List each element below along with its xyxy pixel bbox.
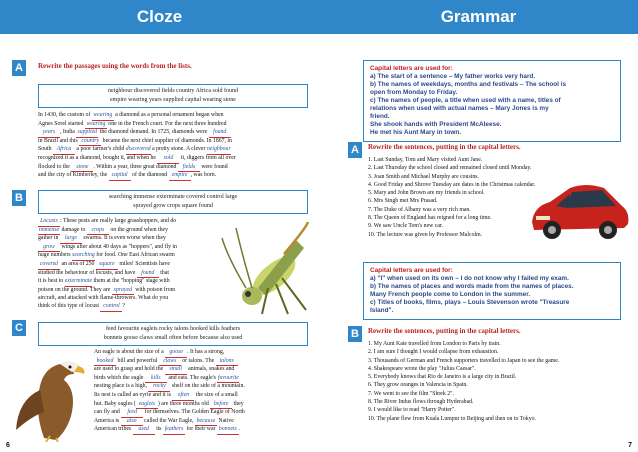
rule-item: Island". [370, 307, 394, 314]
cloze-blank[interactable]: capital [109, 172, 131, 181]
passage-text: . It has a strong, [187, 349, 225, 355]
cloze-blank[interactable]: empire [169, 172, 191, 181]
passage-line [94, 366, 316, 375]
passage-text: hut. Baby eagles ( [94, 400, 136, 407]
passage-line [38, 129, 314, 138]
cloze-blank[interactable]: searching [72, 252, 95, 261]
exercise-sentence: 3. Thousands of German and French supporters travelled to Japan to see the game. [368, 357, 560, 364]
cloze-blank[interactable]: country [79, 138, 101, 147]
capital-letters-box-1 [363, 60, 621, 142]
word-list-c [38, 322, 308, 346]
section-c-tab: C [12, 320, 26, 336]
cloze-blank[interactable]: Locusts [38, 218, 60, 227]
passage-text: , was born. [190, 172, 217, 179]
passage-text: or talons. The [180, 357, 216, 364]
passage-text: American tribes [94, 426, 133, 433]
passage-line [94, 358, 316, 367]
exercise-sentence: 3. Joan Smith and Michael Murphy are cousins. [368, 173, 479, 180]
passage-text: were found [199, 163, 228, 170]
passage-text: the diamond demand. In 1725, diamonds were [98, 129, 209, 136]
rule-item: a) "I" when used on its own – I do not know why I failed my exam. [370, 275, 569, 282]
exercise-sentence: 7. The Duke of Albany was a very rich man. [368, 206, 471, 213]
cloze-header: Cloze [0, 0, 319, 34]
passage-line [94, 392, 316, 401]
grammar-a-instruction: Rewrite the sentences, putting in the capital letters. [368, 143, 521, 151]
passage-text: for their war [185, 426, 217, 433]
passage-text: birds which the eagle [94, 374, 145, 381]
cloze-blank[interactable]: found [209, 129, 231, 138]
word-list-a-line1: neighbour discovered fields country Africa sold found [108, 88, 238, 94]
passage-text: a poor farmer's child [74, 146, 126, 153]
box2-title: Capital letters are used for: [370, 267, 453, 274]
passage-line [38, 303, 248, 312]
passage-text: a pretty stone. A clever [150, 146, 207, 153]
rule-item: He met his Aunt Mary in town. [370, 129, 462, 136]
passage-text: that [158, 269, 170, 276]
passage-line [38, 121, 314, 130]
passage-text: of the diamond [130, 172, 169, 179]
cloze-blank[interactable]: feed [121, 409, 143, 418]
passage-line [38, 218, 248, 227]
passage-text: recognized it as a diamond, bought it, and when he [38, 154, 158, 161]
passage-text: with poison from [133, 286, 176, 293]
passage-text: South [38, 146, 53, 153]
cloze-blank[interactable]: discovered [126, 146, 151, 155]
cloze-blank[interactable]: exterminate [65, 278, 92, 287]
grammar-section-b-tab: B [348, 326, 362, 342]
passage-text: An eagle is about the size of a [94, 349, 166, 355]
passage-text: called the War Eagle, [142, 417, 195, 424]
page-number-right: 7 [628, 442, 632, 449]
passage-line [38, 295, 248, 303]
page-number-left: 6 [6, 442, 10, 449]
passage-text: it is best to [38, 278, 65, 285]
exercise-sentence: 10. The plane flew from Kuala Lumpur to Beijing and then on to Tokyo. [368, 415, 536, 422]
passage-text: In 1430, the custom of [38, 112, 92, 118]
cloze-blank[interactable]: covered [38, 261, 60, 270]
passage-text: shelf on the side of a mountain. [170, 383, 245, 390]
rule-item: relations when used with actual names – Mary Jones is my [370, 105, 549, 112]
passage-text: the size of a small [194, 391, 238, 398]
passage-text: gather in [38, 235, 60, 242]
grammar-b-instruction: Rewrite the sentences, putting in the capital letters. [368, 327, 521, 335]
passage-text: can fly and [94, 409, 122, 416]
passage-line [38, 278, 248, 287]
passage-text: a diamond as a personal ornament began when [113, 112, 224, 118]
passage-text: bill and powerful [116, 357, 159, 364]
exercise-sentence: 9. We saw Uncle Tom's new car. [368, 223, 443, 230]
passage-line [38, 261, 248, 270]
passage-line [94, 349, 316, 358]
passage-text: flocked to the [38, 163, 72, 170]
rule-item: b) The names of places and words made from the names of places. [370, 283, 574, 290]
exercise-sentence: 1. Last Sunday, Tom and Mary visited Aunt Jane. [368, 157, 483, 163]
cloze-instruction: Rewrite the passages using the words from the lists. [38, 62, 192, 70]
passage-text: wings after about 40 days as "hoppers", and fly in [60, 243, 177, 250]
cloze-blank[interactable]: control [100, 303, 122, 312]
passage-text: . Within a year, three great diamond [93, 163, 178, 170]
passage-text: poison on the ground. They are [38, 286, 112, 293]
exercise-sentence: 2. I am sure I thought I would collapse from exhaustion. [368, 349, 499, 356]
passage-text: them at the "hopping" stage with [92, 278, 170, 285]
cloze-blank[interactable]: before [210, 401, 232, 410]
cloze-blank[interactable]: years [38, 129, 60, 138]
passage-text: America is [94, 417, 121, 424]
word-list-b-line2: sprayed grow crops square found [133, 203, 213, 209]
passage-b [38, 218, 248, 312]
passage-text: one in the French court. For the next three hundred [106, 120, 227, 127]
passage-line [94, 426, 316, 435]
exercise-sentence: 7. We went to see the film "Shrek 2". [368, 390, 454, 397]
cloze-blank[interactable]: stone [71, 164, 93, 173]
cloze-blank[interactable]: crops [87, 227, 109, 236]
passage-text: in Brazil and this [38, 137, 80, 144]
cloze-blank[interactable]: found [137, 270, 159, 279]
passage-text: ? [122, 302, 126, 309]
grammar-a-list [368, 156, 536, 239]
rule-item: b) The names of weekdays, months and festivals – The school is [370, 81, 567, 88]
cloze-blank[interactable]: sold [157, 155, 179, 164]
cloze-blank[interactable]: wearing [92, 112, 114, 121]
passage-text: studied the behaviour of locusts, and have [38, 269, 137, 276]
cloze-blank[interactable]: hooked [94, 358, 116, 367]
word-list-a-line2: empire wearing years supplied capital wearing stone [110, 97, 236, 103]
passage-text: , India [60, 129, 77, 136]
passage-text: Its nest is called an eyrie and it is [94, 391, 173, 398]
passage-line [38, 252, 248, 261]
exercise-sentence: 4. Good Friday and Shrove Tuesday are dates in the Christmas calendar. [368, 181, 536, 188]
cloze-blank[interactable]: rocky [148, 383, 170, 392]
passage-text: Agnes Sorel started [38, 120, 85, 127]
car-illustration [526, 178, 632, 244]
passage-text: Native [216, 417, 234, 424]
capital-letters-box-2 [363, 262, 621, 320]
exercise-sentence: 4. Shakespeare wrote the play "Julius Caesar". [368, 365, 476, 372]
passage-text: huge numbers [38, 252, 73, 259]
cloze-blank[interactable]: claws [159, 358, 181, 367]
passage-line [38, 227, 248, 236]
exercise-sentence: 10. The lecture was given by Professor Malcolm. [368, 231, 483, 238]
passage-text: damage to [60, 226, 87, 233]
passage-text: they [232, 400, 244, 407]
word-list-c-line2: bonnets goose claws small often before because also used [103, 335, 243, 341]
passage-line [38, 235, 248, 244]
passage-text: for themselves. The Golden Eagle of North [143, 409, 245, 416]
passage-line [38, 172, 314, 181]
rule-item: c) Titles of books, films, plays – Louis Stevenson wrote "Treasure [370, 299, 570, 306]
passage-text: miles! Scientists have [117, 260, 170, 267]
exercise-sentence: 9. I would like to read "Harry Potter". [368, 407, 456, 414]
cloze-blank[interactable]: fields [178, 164, 200, 173]
passage-text: became the next chief supplier of diamonds. In 1867, in [101, 137, 232, 144]
cloze-blank[interactable]: often [172, 392, 194, 401]
word-list-c-line1: feed favourite eaglets rocky talons hooked kills feathers [105, 326, 241, 332]
passage-line [38, 155, 314, 164]
exercise-sentence: 8. The Queen of England has reigned for a long time. [368, 215, 492, 222]
exercise-sentence: 6. Mrs Singh met Mrs Prasad. [368, 198, 438, 205]
passage-c [94, 349, 316, 435]
passage-text: and the city of Kimberley, the [38, 172, 109, 179]
cloze-blank[interactable]: used [133, 426, 155, 435]
passage-text: for food. One East African swarm [94, 252, 175, 259]
passage-text: : These pests are really large grasshoppers, and do [60, 218, 177, 224]
cloze-blank[interactable]: neighbour [207, 146, 231, 155]
passage-text: an area of 250 [60, 260, 96, 267]
passage-line [94, 383, 316, 392]
cloze-blank[interactable]: immense [38, 227, 60, 236]
word-list-b-line1: searching immense exterminate covered control large [108, 194, 238, 200]
cloze-blank[interactable]: bonnets [217, 426, 239, 435]
passage-text: think of this type of locust [38, 302, 101, 309]
passage-text: it, diggers from all over [179, 154, 236, 161]
passage-text: aircraft, and attacked with flame-throwers. What do you [38, 295, 169, 302]
rule-item: friend. [370, 113, 390, 120]
exercise-sentence: 5. Everybody knows that Rio de Janeiro is a large city in Brazil. [368, 374, 517, 381]
exercise-sentence: 1. My Aunt Kate travelled from London to Paris by train. [368, 341, 501, 347]
rule-item: open from Monday to Friday. [370, 89, 458, 96]
cloze-blank[interactable]: talons [216, 358, 238, 367]
cloze-blank[interactable]: feathers [163, 426, 185, 435]
grammar-header: Grammar [319, 0, 638, 34]
cloze-blank[interactable]: sprayed [112, 287, 134, 296]
passage-line [94, 409, 316, 418]
section-b-tab: B [12, 190, 26, 206]
eagle-illustration [14, 350, 90, 442]
rule-item: c) The names of people, a title when used with a name, titles of [370, 97, 561, 104]
passage-text: and eats. The eagle's [166, 374, 218, 381]
rule-item: a) The start of a sentence – My father works very hard. [370, 73, 536, 80]
cloze-blank[interactable]: kills [145, 375, 167, 384]
section-a-tab: A [12, 60, 26, 76]
cloze-blank[interactable]: grow [38, 244, 60, 253]
cloze-blank[interactable]: square [96, 261, 118, 270]
exercise-sentence: 8. The River Indus flows through Hyderabad. [368, 399, 474, 406]
word-list-b [38, 190, 308, 214]
cloze-blank[interactable]: wearing [85, 121, 107, 130]
passage-text: swarms. It is even worse when they [81, 235, 166, 242]
rule-item: Many French people come to London in the summer. [370, 291, 531, 298]
grammar-b-list [368, 340, 630, 423]
rule-item: She shook hands with President McAleese. [370, 121, 502, 128]
passage-text: . [238, 426, 241, 433]
box1-title: Capital letters are used for: [370, 65, 453, 72]
passage-text: are used to grasp and hold the [94, 366, 165, 373]
passage-line [38, 146, 314, 155]
passage-line [38, 164, 314, 173]
cloze-blank[interactable]: goose [165, 349, 187, 358]
cloze-blank[interactable]: favourite [217, 375, 239, 384]
cloze-blank[interactable]: large [60, 235, 82, 244]
grammar-section-a-tab: A [348, 142, 362, 158]
passage-text: on the ground when they [108, 226, 168, 233]
exercise-sentence: 6. They grow oranges in Valencia in Spain. [368, 382, 468, 389]
passage-text: its [154, 426, 164, 433]
locust-illustration [218, 218, 310, 318]
passage-text: nesting place is a high, [94, 383, 149, 390]
exercise-sentence: 2. Last Thursday the school closed and remained closed until Monday. [368, 165, 532, 172]
cloze-blank[interactable]: Africa [53, 146, 75, 155]
passage-a [38, 112, 314, 181]
passage-line [94, 401, 316, 410]
passage-text: animals, snakes and [186, 366, 235, 373]
exercise-sentence: 5. Mary and John Brown are my friends in school. [368, 190, 485, 197]
cloze-blank[interactable]: small [165, 366, 187, 375]
cloze-blank[interactable]: also [121, 418, 143, 427]
cloze-blank[interactable]: supplied [76, 129, 98, 138]
passage-line [38, 270, 248, 279]
word-list-a [38, 84, 308, 108]
cloze-blank[interactable]: because [195, 418, 217, 427]
passage-line [38, 112, 314, 121]
cloze-blank[interactable]: eaglets [136, 401, 158, 410]
passage-text: ) are three months old [157, 400, 211, 407]
